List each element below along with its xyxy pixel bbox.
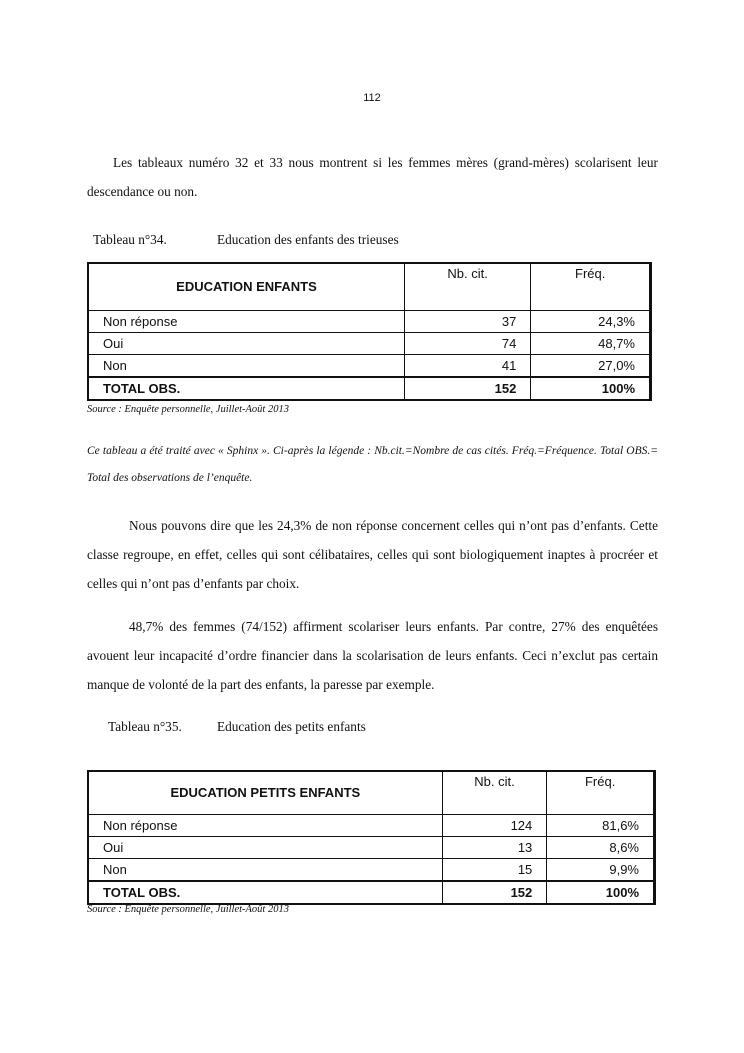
row-count: 124 bbox=[442, 814, 547, 836]
row-label: Non bbox=[88, 858, 442, 881]
total-count: 152 bbox=[404, 377, 530, 400]
intro-paragraph: Les tableaux numéro 32 et 33 nous montrent si les femmes mères (grand-mères) scolarisent leur descendance ou non. bbox=[87, 155, 658, 199]
table35-col-freq: Fréq. bbox=[547, 771, 655, 814]
row-count: 74 bbox=[404, 332, 530, 354]
row-freq: 27,0% bbox=[531, 354, 651, 377]
table34-title: Education des enfants des trieuses bbox=[217, 232, 399, 247]
total-count: 152 bbox=[442, 881, 547, 904]
row-freq: 81,6% bbox=[547, 814, 655, 836]
table-row bbox=[88, 310, 651, 332]
table34-col-freq: Fréq. bbox=[531, 263, 651, 310]
table35-source: Source : Enquête personnelle, Juillet-Août 2013 bbox=[87, 904, 289, 915]
row-label: Oui bbox=[88, 836, 442, 858]
row-count: 13 bbox=[442, 836, 547, 858]
row-count: 15 bbox=[442, 858, 547, 881]
row-count: 37 bbox=[404, 310, 530, 332]
table-row bbox=[88, 836, 655, 858]
row-label: Oui bbox=[88, 332, 404, 354]
total-label: TOTAL OBS. bbox=[88, 377, 404, 400]
total-label: TOTAL OBS. bbox=[88, 881, 442, 904]
table35 bbox=[87, 770, 656, 905]
table35-title: Education des petits enfants bbox=[217, 719, 366, 734]
table35-number: Tableau n°35. bbox=[108, 719, 182, 734]
row-label: Non bbox=[88, 354, 404, 377]
row-label: Non réponse bbox=[88, 814, 442, 836]
table-total-row bbox=[88, 881, 655, 904]
table-total-row bbox=[88, 377, 651, 400]
total-freq: 100% bbox=[547, 881, 655, 904]
total-freq: 100% bbox=[531, 377, 651, 400]
table34-col-count: Nb. cit. bbox=[404, 263, 530, 310]
row-freq: 9,9% bbox=[547, 858, 655, 881]
row-label: Non réponse bbox=[88, 310, 404, 332]
table-row bbox=[88, 354, 651, 377]
table34-header: EDUCATION ENFANTS bbox=[88, 263, 404, 310]
table35-header: EDUCATION PETITS ENFANTS bbox=[88, 771, 442, 814]
table34-number: Tableau n°34. bbox=[93, 232, 167, 247]
paragraph-2: 48,7% des femmes (74/152) affirment scolariser leurs enfants. Par contre, 27% des enquêtées avouent leur incapacité d’ordre financier dans la scolarisation de leurs enfants. Ceci n’exclut pas certain manque de volonté de la part des enfants, la paresse par exemple. bbox=[87, 619, 658, 692]
page-number: 112 bbox=[363, 92, 381, 104]
table-row bbox=[88, 858, 655, 881]
row-freq: 24,3% bbox=[531, 310, 651, 332]
table34 bbox=[87, 262, 652, 401]
table34-source: Source : Enquête personnelle, Juillet-Août 2013 bbox=[87, 404, 289, 415]
table-row bbox=[88, 332, 651, 354]
row-freq: 48,7% bbox=[531, 332, 651, 354]
row-count: 41 bbox=[404, 354, 530, 377]
row-freq: 8,6% bbox=[547, 836, 655, 858]
table35-col-count: Nb. cit. bbox=[442, 771, 547, 814]
table-row bbox=[88, 814, 655, 836]
legend-note: Ce tableau a été traité avec « Sphinx ». Ci-après la légende : Nb.cit.=Nombre de cas cités. Fréq.=Fréquence. Total OBS.= Total des observations de l’enquête. bbox=[87, 445, 658, 484]
paragraph-1: Nous pouvons dire que les 24,3% de non réponse concernent celles qui n’ont pas d’enfants. Cette classe regroupe, en effet, celles qui sont célibataires, celles qui sont biologiquement inaptes à procréer et celles qui n’ont pas d’enfants par choix. bbox=[87, 518, 658, 591]
